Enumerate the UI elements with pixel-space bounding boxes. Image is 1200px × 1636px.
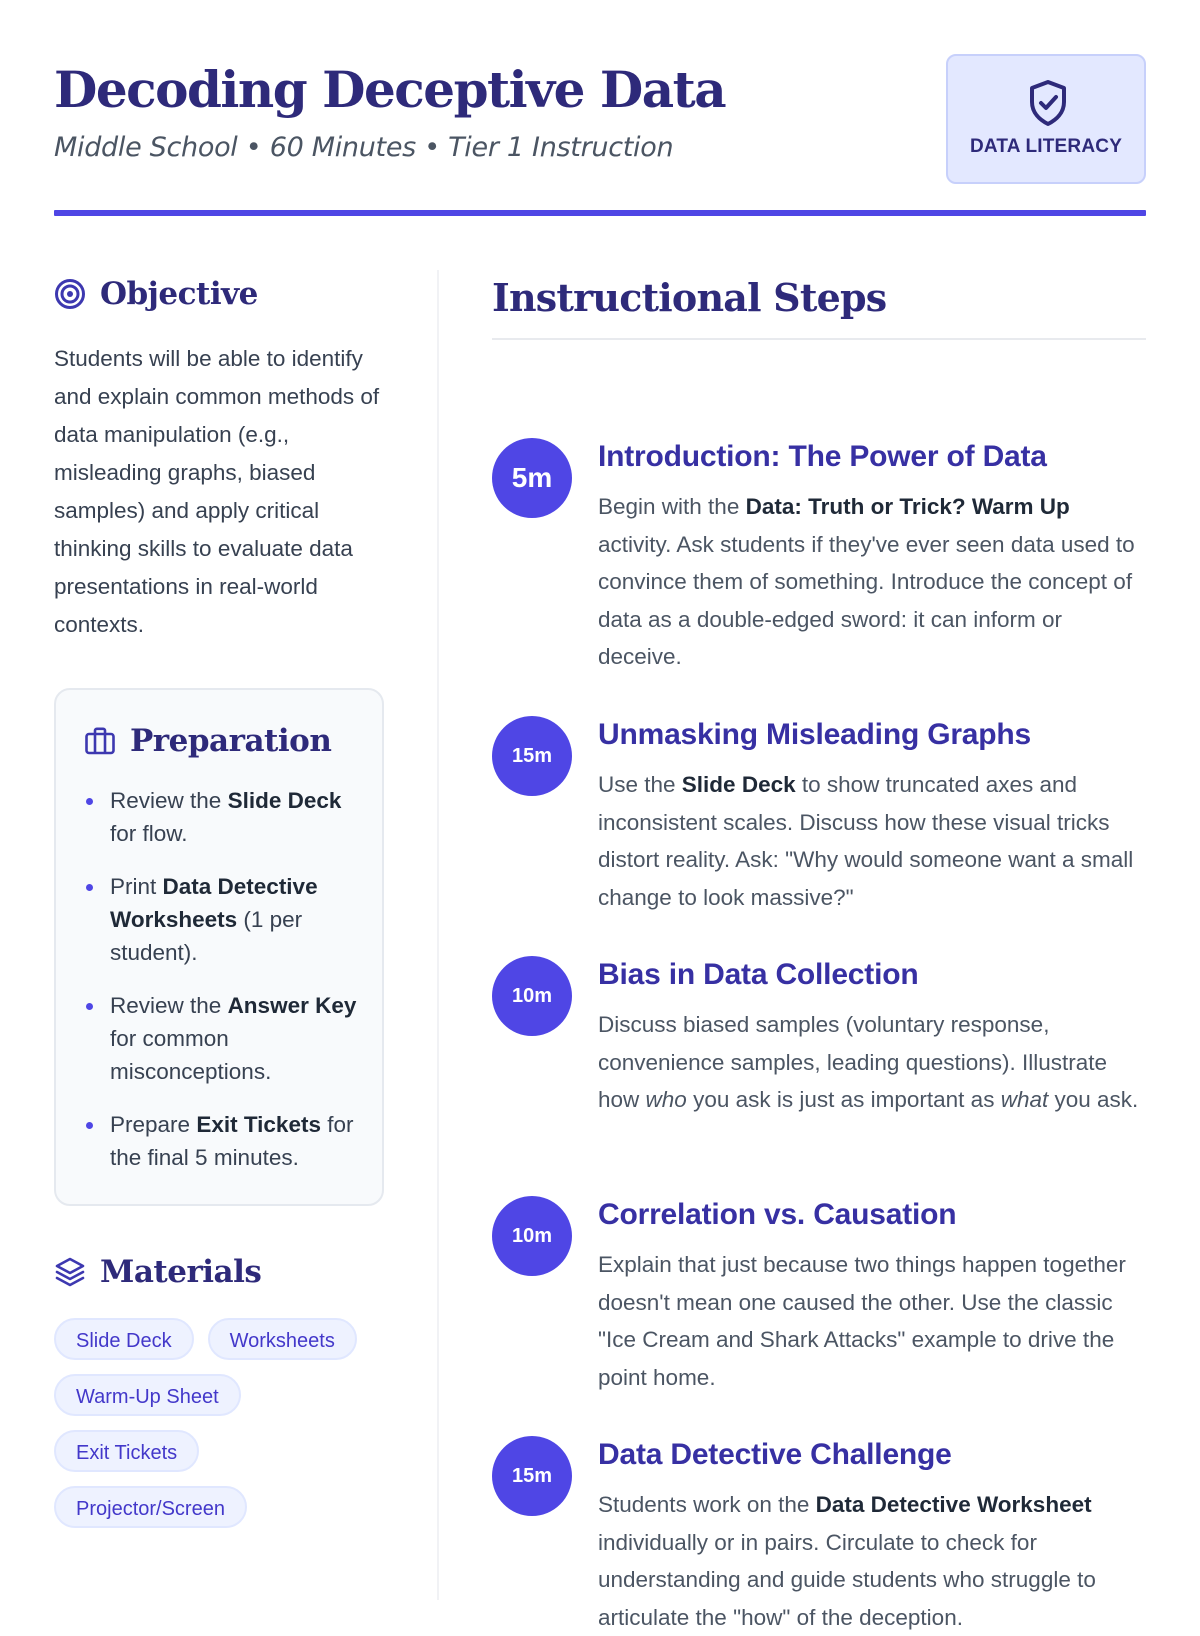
materials-list [54,1318,394,1528]
step-description: Explain that just because two things happen together doesn't mean one caused the other. Use the classic "Ice Cream and Shark Attacks" example to drive the point home. [598,1252,1126,1390]
materials-heading [54,1250,384,1294]
steps-divider [492,338,1146,340]
step-duration-badge: 15m [492,716,572,796]
data-literacy-badge [946,54,1146,184]
preparation-item: Print Data Detective Worksheets (1 per student). [84,870,358,969]
step-description: Students work on the Data Detective Worksheet individually or in pairs. Circulate to check for understanding and guide students who struggle to articulate the "how" of the deception. [598,1492,1096,1630]
material-tag: Warm-Up Sheet [54,1374,241,1416]
step-emphasis: Data Detective Worksheet [815,1492,1092,1517]
material-tag: Exit Tickets [54,1430,199,1472]
preparation-title: Preparation [130,723,332,759]
step-description: Begin with the Data: Truth or Trick? Warm Up activity. Ask students if they've ever seen data used to convince them of something. Introduce the concept of data as a double-edged sword: it can inform or deceive. [598,494,1135,669]
materials-title: Materials [100,1254,262,1290]
objective-text: Students will be able to identify and explain common methods of data manipulation (e.g., misleading graphs, biased samples) and apply critical thinking skills to evaluate data presentations in real-world contexts. [54,346,380,637]
sidebar [54,272,384,1528]
step-emphasis: Slide Deck [681,772,796,797]
step-title: Bias in Data Collection [598,958,919,991]
instructional-steps [492,272,1146,1630]
preparation-item-emphasis: Data Detective Worksheets [110,874,318,932]
step-title: Unmasking Misleading Graphs [598,718,1032,751]
target-icon [54,278,86,310]
badge-label: DATA LITERACY [969,136,1123,157]
step-duration-badge: 5m [492,438,572,518]
column-divider [437,270,439,1600]
step-description: Use the Slide Deck to show truncated axes and inconsistent scales. Discuss how these visual tricks distort reality. Ask: "Why would someone want a small change to look massive?" [598,772,1134,910]
step-duration-badge: 15m [492,1436,572,1516]
preparation-item: Review the Answer Key for common misconceptions. [84,989,358,1088]
layers-icon [54,1256,86,1288]
step-emphasis: what [1000,1087,1049,1112]
header-divider [54,210,1146,216]
objective-title: Objective [100,276,258,312]
briefcase-icon [84,725,116,757]
preparation-item: Review the Slide Deck for flow. [84,784,358,850]
page-subtitle: Middle School • 60 Minutes • Tier 1 Instruction [54,132,674,163]
shield-check-icon [1026,78,1070,128]
preparation-item-emphasis: Answer Key [227,993,357,1018]
lesson-header [54,58,1146,218]
preparation-list [84,784,358,1174]
preparation-box [54,688,384,1206]
preparation-item: Prepare Exit Tickets for the final 5 minutes. [84,1108,358,1174]
step-emphasis: who [645,1087,687,1112]
step-title: Correlation vs. Causation [598,1198,957,1231]
step-title: Introduction: The Power of Data [598,440,1047,473]
step-description: Discuss biased samples (voluntary response, convenience samples, leading questions). Illustrate how who you ask is just as important as what you ask. [598,1012,1139,1112]
step-duration-badge: 10m [492,1196,572,1276]
objective-heading [54,272,384,316]
material-tag: Slide Deck [54,1318,194,1360]
material-tag: Projector/Screen [54,1486,247,1528]
preparation-item-emphasis: Slide Deck [227,788,342,813]
step-emphasis: Data: Truth or Trick? Warm Up [745,494,1070,519]
material-tag: Worksheets [208,1318,357,1360]
page-title: Decoding Deceptive Data [54,60,726,119]
step-duration-badge: 10m [492,956,572,1036]
preparation-item-emphasis: Exit Tickets [196,1112,321,1137]
step-title: Data Detective Challenge [598,1438,952,1471]
steps-title: Instructional Steps [492,275,887,320]
preparation-heading [84,718,358,764]
